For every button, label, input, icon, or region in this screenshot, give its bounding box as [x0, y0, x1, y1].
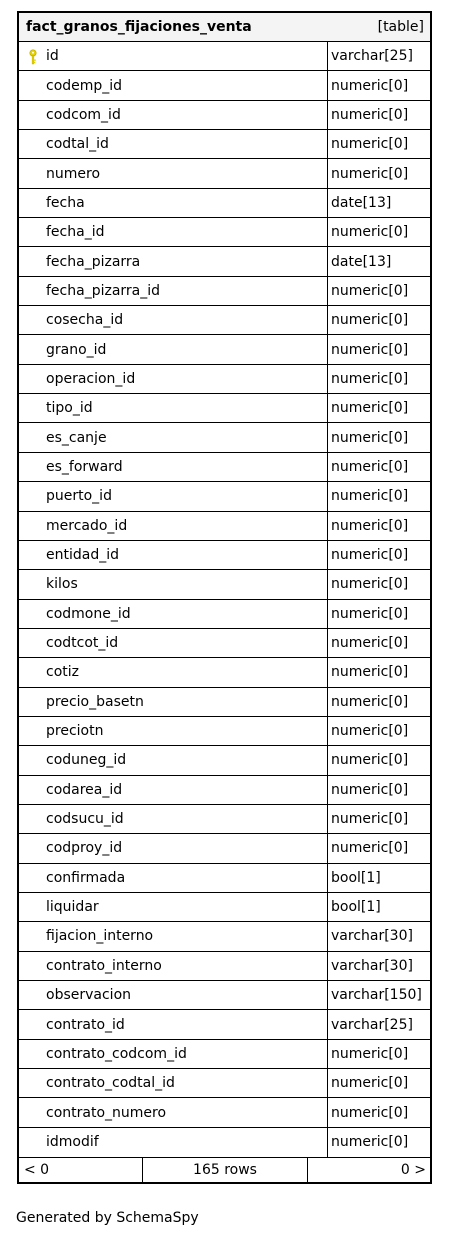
column-row[interactable] [19, 1040, 430, 1069]
column-name: cotiz [46, 664, 79, 681]
column-row[interactable] [19, 541, 430, 570]
children-count[interactable]: 0 > [400, 1162, 426, 1179]
column-name: es_forward [46, 458, 123, 475]
column-row[interactable] [19, 893, 430, 922]
column-row[interactable] [19, 512, 430, 541]
column-name-cell [19, 1010, 328, 1038]
column-type: numeric[0] [331, 458, 409, 475]
column-name-cell [19, 1040, 328, 1068]
column-name-cell [19, 189, 328, 217]
column-type: varchar[30] [331, 928, 413, 945]
column-name-cell [19, 453, 328, 481]
column-type: numeric[0] [331, 106, 409, 123]
column-name-cell [19, 335, 328, 363]
column-row[interactable] [19, 746, 430, 775]
column-name-cell [19, 277, 328, 305]
column-name-cell [19, 394, 328, 422]
parents-count[interactable]: < 0 [19, 1158, 143, 1182]
column-type: numeric[0] [331, 429, 409, 446]
column-row[interactable] [19, 629, 430, 658]
column-row[interactable] [19, 1128, 430, 1157]
column-name-cell [19, 864, 328, 892]
column-name-cell [19, 805, 328, 833]
column-type: numeric[0] [331, 400, 409, 417]
row-count: 165 rows [143, 1158, 308, 1182]
column-row[interactable] [19, 277, 430, 306]
column-type: numeric[0] [331, 547, 409, 564]
column-row[interactable] [19, 394, 430, 423]
column-row[interactable] [19, 189, 430, 218]
column-row[interactable] [19, 423, 430, 452]
column-name-cell [19, 981, 328, 1009]
column-row[interactable] [19, 453, 430, 482]
column-name-cell [19, 717, 328, 745]
column-type: numeric[0] [331, 282, 409, 299]
column-name-cell [19, 130, 328, 158]
column-name-cell [19, 658, 328, 686]
column-name: fecha_pizarra [46, 253, 141, 270]
column-type: numeric[0] [331, 312, 409, 329]
column-type: numeric[0] [331, 136, 409, 153]
table-entity [17, 11, 432, 1184]
column-name-cell [19, 600, 328, 628]
column-name-cell [19, 365, 328, 393]
column-row[interactable] [19, 600, 430, 629]
column-name: codmone_id [46, 605, 131, 622]
column-row[interactable] [19, 1098, 430, 1127]
column-row[interactable] [19, 306, 430, 335]
table-header[interactable] [19, 13, 430, 42]
column-row[interactable] [19, 365, 430, 394]
column-name: contrato_numero [46, 1104, 167, 1121]
column-name: grano_id [46, 341, 107, 358]
column-type: numeric[0] [331, 781, 409, 798]
column-name: puerto_id [46, 488, 112, 505]
column-type: bool[1] [331, 899, 381, 916]
column-name-cell [19, 1128, 328, 1157]
column-name: fecha_pizarra_id [46, 282, 161, 299]
column-type: numeric[0] [331, 488, 409, 505]
column-name-cell [19, 570, 328, 598]
column-name: liquidar [46, 899, 99, 916]
column-row[interactable] [19, 1069, 430, 1098]
column-type: numeric[0] [331, 1045, 409, 1062]
column-name: codemp_id [46, 77, 123, 94]
column-name-cell [19, 952, 328, 980]
column-type: numeric[0] [331, 752, 409, 769]
column-name-cell [19, 423, 328, 451]
column-row[interactable] [19, 952, 430, 981]
column-name: contrato_codcom_id [46, 1045, 187, 1062]
column-row[interactable] [19, 247, 430, 276]
column-name: es_canje [46, 429, 107, 446]
column-row[interactable] [19, 335, 430, 364]
column-name-cell [19, 834, 328, 862]
column-name-cell [19, 688, 328, 716]
column-name-cell [19, 306, 328, 334]
column-name-cell [19, 482, 328, 510]
column-name: codtcot_id [46, 635, 119, 652]
column-type: numeric[0] [331, 1134, 409, 1151]
column-name-cell [19, 247, 328, 275]
column-type: varchar[25] [331, 1016, 413, 1033]
column-type: numeric[0] [331, 811, 409, 828]
column-name: codtal_id [46, 136, 109, 153]
column-name: codsucu_id [46, 811, 124, 828]
column-name: numero [46, 165, 101, 182]
column-row[interactable] [19, 159, 430, 188]
column-row[interactable] [19, 922, 430, 951]
column-type: numeric[0] [331, 517, 409, 534]
column-row[interactable] [19, 834, 430, 863]
column-type: varchar[150] [331, 987, 422, 1004]
column-name-cell [19, 629, 328, 657]
column-type: numeric[0] [331, 1075, 409, 1092]
column-type: date[13] [331, 194, 392, 211]
column-name-cell [19, 893, 328, 921]
column-name: entidad_id [46, 547, 119, 564]
column-type: numeric[0] [331, 840, 409, 857]
table-type-label: [table] [377, 19, 424, 35]
column-type: bool[1] [331, 869, 381, 886]
column-name-cell [19, 42, 328, 70]
column-name-cell [19, 1098, 328, 1126]
table-name: fact_granos_fijaciones_venta [26, 19, 252, 35]
column-row[interactable] [19, 981, 430, 1010]
column-name: precio_basetn [46, 693, 144, 710]
column-name: tipo_id [46, 400, 93, 417]
column-row[interactable] [19, 42, 430, 71]
column-type: numeric[0] [331, 224, 409, 241]
column-type: numeric[0] [331, 1104, 409, 1121]
column-name: fijacion_interno [46, 928, 154, 945]
column-name: contrato_interno [46, 957, 162, 974]
column-row[interactable] [19, 71, 430, 100]
column-row[interactable] [19, 482, 430, 511]
column-type: varchar[25] [331, 48, 413, 65]
column-name: cosecha_id [46, 312, 124, 329]
column-name-cell [19, 71, 328, 99]
column-name-cell [19, 218, 328, 246]
key-icon [28, 49, 38, 65]
column-name: contrato_codtal_id [46, 1075, 175, 1092]
column-name-cell [19, 101, 328, 129]
column-name-cell [19, 512, 328, 540]
column-name-cell [19, 159, 328, 187]
column-name: coduneg_id [46, 752, 127, 769]
column-row[interactable] [19, 1010, 430, 1039]
column-type: varchar[30] [331, 957, 413, 974]
column-row[interactable] [19, 776, 430, 805]
column-type: date[13] [331, 253, 392, 270]
column-row[interactable] [19, 864, 430, 893]
column-name: id [46, 48, 59, 65]
column-type: numeric[0] [331, 664, 409, 681]
column-name: kilos [46, 576, 78, 593]
column-row[interactable] [19, 717, 430, 746]
column-name: contrato_id [46, 1016, 125, 1033]
column-row[interactable] [19, 688, 430, 717]
column-list [19, 42, 430, 1157]
column-type: numeric[0] [331, 165, 409, 182]
column-name: fecha [46, 194, 85, 211]
column-name-cell [19, 1069, 328, 1097]
column-name: codproy_id [46, 840, 123, 857]
column-name: mercado_id [46, 517, 128, 534]
column-type: numeric[0] [331, 605, 409, 622]
column-type: numeric[0] [331, 693, 409, 710]
column-type: numeric[0] [331, 635, 409, 652]
column-type: numeric[0] [331, 77, 409, 94]
column-name: preciotn [46, 723, 104, 740]
column-name: observacion [46, 987, 132, 1004]
column-name: idmodif [46, 1134, 99, 1151]
column-name-cell [19, 922, 328, 950]
generated-by-label: Generated by SchemaSpy [16, 1210, 199, 1226]
column-row[interactable] [19, 658, 430, 687]
column-name-cell [19, 776, 328, 804]
column-row[interactable] [19, 130, 430, 159]
table-footer [19, 1157, 430, 1182]
column-type: numeric[0] [331, 341, 409, 358]
column-name: confirmada [46, 869, 126, 886]
column-name: codarea_id [46, 781, 123, 798]
column-type: numeric[0] [331, 370, 409, 387]
column-type: numeric[0] [331, 576, 409, 593]
column-name: fecha_id [46, 224, 105, 241]
column-row[interactable] [19, 805, 430, 834]
column-name-cell [19, 541, 328, 569]
column-row[interactable] [19, 218, 430, 247]
column-name: codcom_id [46, 106, 121, 123]
column-row[interactable] [19, 570, 430, 599]
column-name: operacion_id [46, 370, 136, 387]
column-row[interactable] [19, 101, 430, 130]
column-name-cell [19, 746, 328, 774]
column-type: numeric[0] [331, 723, 409, 740]
